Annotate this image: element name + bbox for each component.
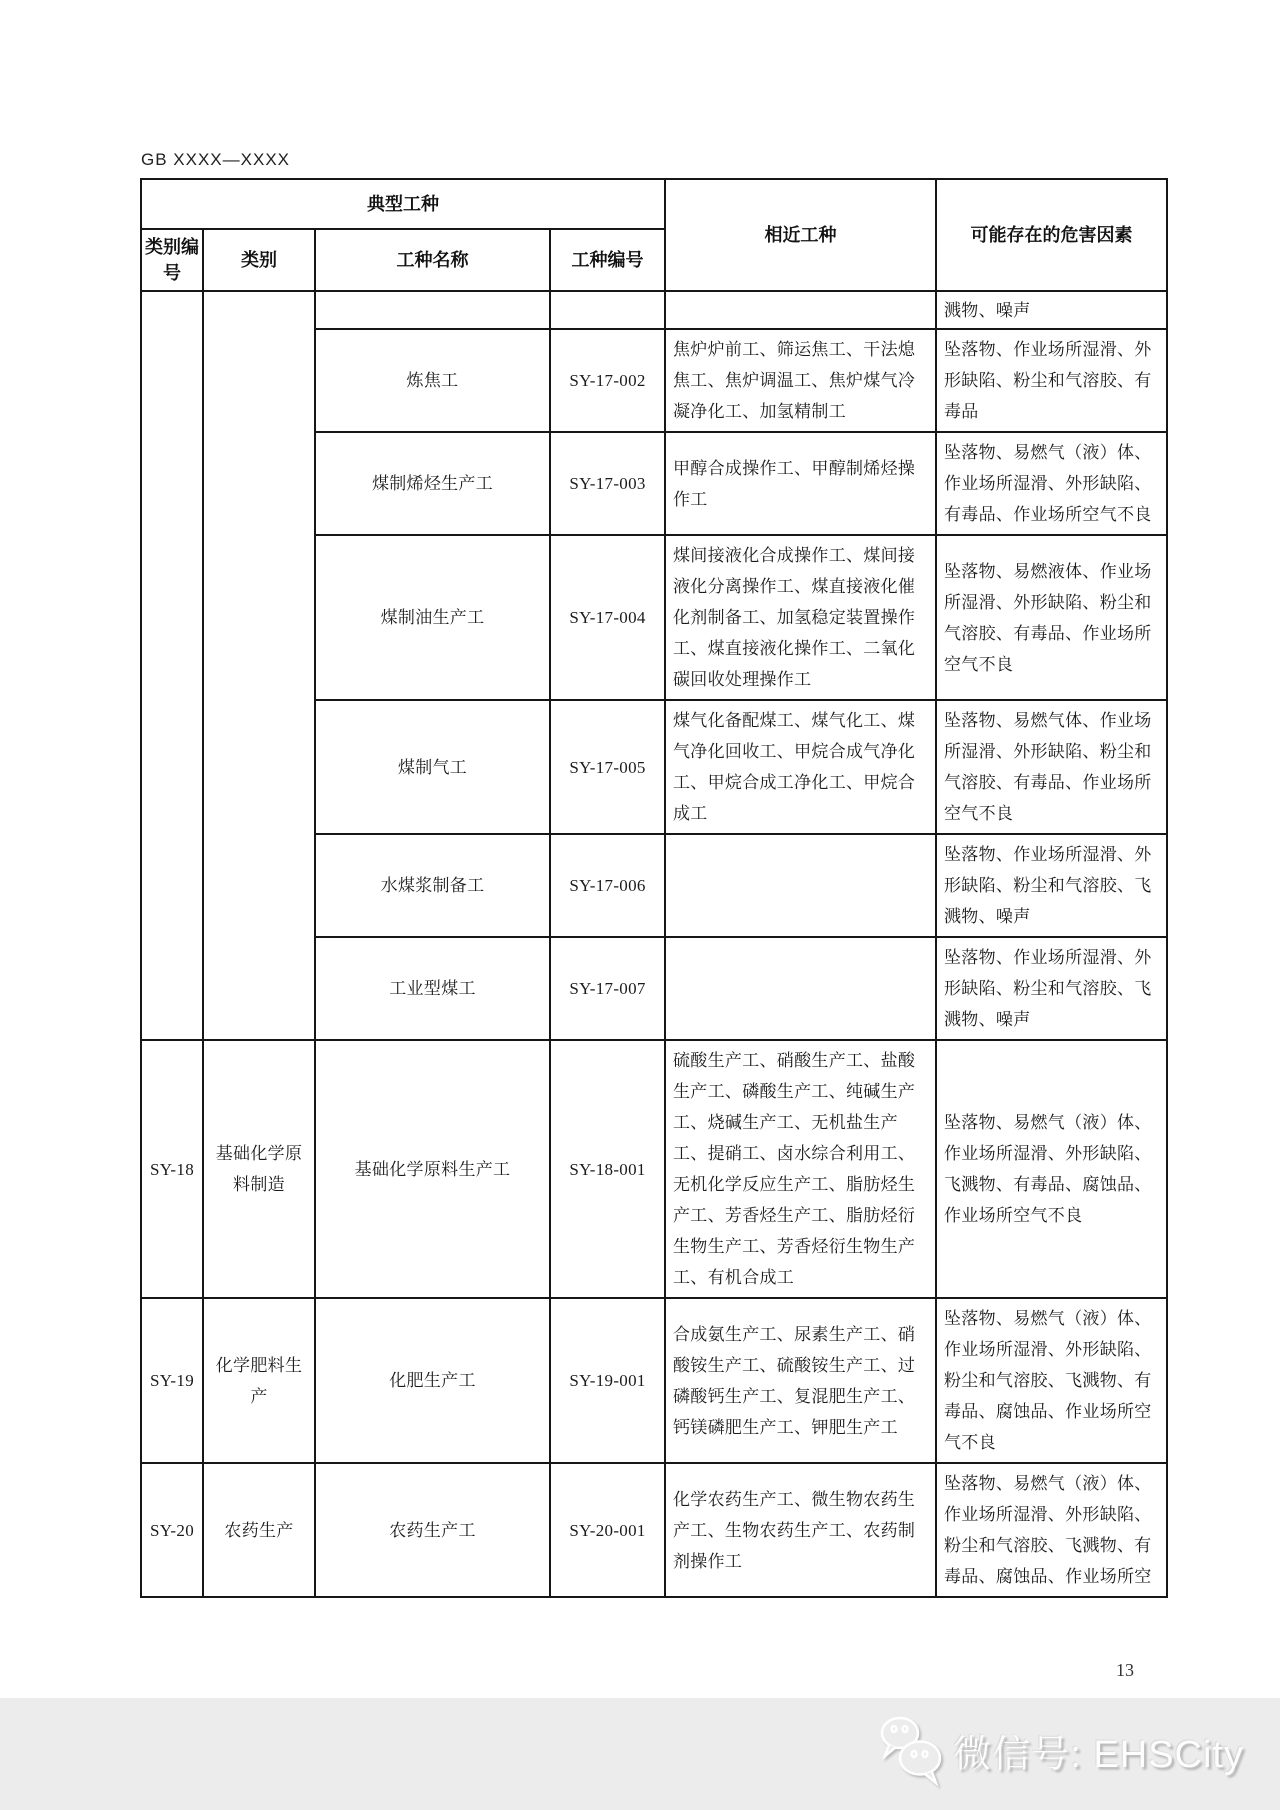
wechat-badge <box>878 1713 1244 1787</box>
cell-similar-jobs: 煤气化备配煤工、煤气化工、煤气净化回收工、甲烷合成气净化工、甲烷合成工净化工、甲烷合成工 <box>665 700 936 834</box>
cell-similar-jobs <box>665 291 936 329</box>
cell-job-name: 农药生产工 <box>315 1463 550 1597</box>
cell-category: 基础化学原料制造 <box>203 1040 315 1298</box>
cell-similar-jobs <box>665 834 936 937</box>
cell-similar-jobs: 甲醇合成操作工、甲醇制烯烃操作工 <box>665 432 936 535</box>
table-row <box>141 1463 1167 1597</box>
cell-job-code: SY-17-004 <box>550 535 665 700</box>
cell-similar-jobs <box>665 937 936 1040</box>
table-row <box>141 291 1167 329</box>
cell-job-name: 基础化学原料生产工 <box>315 1040 550 1298</box>
cell-job-name: 炼焦工 <box>315 329 550 432</box>
header-row-1 <box>141 179 1167 229</box>
cell-hazards: 溅物、噪声 <box>936 291 1167 329</box>
cell-category-no: SY-18 <box>141 1040 203 1298</box>
header-category: 类别 <box>203 229 315 291</box>
cell-job-code: SY-20-001 <box>550 1463 665 1597</box>
header-job-code: 工种编号 <box>550 229 665 291</box>
cell-similar-jobs: 焦炉炉前工、筛运焦工、干法熄焦工、焦炉调温工、焦炉煤气冷凝净化工、加氢精制工 <box>665 329 936 432</box>
cell-category-no <box>141 291 203 1040</box>
header-job-name: 工种名称 <box>315 229 550 291</box>
cell-hazards: 坠落物、作业场所湿滑、外形缺陷、粉尘和气溶胶、飞溅物、噪声 <box>936 834 1167 937</box>
cell-category-no: SY-20 <box>141 1463 203 1597</box>
cell-category <box>203 291 315 1040</box>
cell-job-code: SY-18-001 <box>550 1040 665 1298</box>
cell-job-name: 水煤浆制备工 <box>315 834 550 937</box>
job-hazard-table <box>140 178 1168 1598</box>
cell-hazards: 坠落物、易燃气（液）体、作业场所湿滑、外形缺陷、有毒品、作业场所空气不良 <box>936 432 1167 535</box>
wechat-icon <box>878 1713 944 1787</box>
cell-job-name: 煤制烯烃生产工 <box>315 432 550 535</box>
cell-category: 化学肥料生产 <box>203 1298 315 1463</box>
cell-similar-jobs: 煤间接液化合成操作工、煤间接液化分离操作工、煤直接液化催化剂制备工、加氢稳定装置操作工、煤直接液化操作工、二氧化碳回收处理操作工 <box>665 535 936 700</box>
header-category-no: 类别编号 <box>141 229 203 291</box>
cell-similar-jobs: 硫酸生产工、硝酸生产工、盐酸生产工、磷酸生产工、纯碱生产工、烧碱生产工、无机盐生产工、提硝工、卤水综合利用工、无机化学反应生产工、脂肪烃生产工、芳香烃生产工、脂肪烃衍生物生产工、芳香烃衍生物生产工、有机合成工 <box>665 1040 936 1298</box>
cell-job-code: SY-17-003 <box>550 432 665 535</box>
table-row <box>141 1040 1167 1298</box>
cell-similar-jobs: 化学农药生产工、微生物农药生产工、生物农药生产工、农药制剂操作工 <box>665 1463 936 1597</box>
cell-job-name: 化肥生产工 <box>315 1298 550 1463</box>
cell-job-name: 煤制气工 <box>315 700 550 834</box>
cell-hazards: 坠落物、作业场所湿滑、外形缺陷、粉尘和气溶胶、飞溅物、噪声 <box>936 937 1167 1040</box>
cell-job-name: 工业型煤工 <box>315 937 550 1040</box>
cell-category-no: SY-19 <box>141 1298 203 1463</box>
cell-hazards: 坠落物、易燃液体、作业场所湿滑、外形缺陷、粉尘和气溶胶、有毒品、作业场所空气不良 <box>936 535 1167 700</box>
cell-job-code: SY-17-005 <box>550 700 665 834</box>
cell-job-code: SY-17-007 <box>550 937 665 1040</box>
header-typical-group: 典型工种 <box>141 179 665 229</box>
cell-hazards: 坠落物、易燃气（液）体、作业场所湿滑、外形缺陷、粉尘和气溶胶、飞溅物、有毒品、腐蚀品、作业场所空 <box>936 1463 1167 1597</box>
doc-code: GB XXXX—XXXX <box>141 150 290 169</box>
cell-hazards: 坠落物、易燃气（液）体、作业场所湿滑、外形缺陷、粉尘和气溶胶、飞溅物、有毒品、腐蚀品、作业场所空气不良 <box>936 1298 1167 1463</box>
wechat-label: 微信号: EHSCity <box>953 1733 1244 1776</box>
cell-job-code: SY-17-006 <box>550 834 665 937</box>
table-row <box>141 1298 1167 1463</box>
cell-job-name: 煤制油生产工 <box>315 535 550 700</box>
cell-category: 农药生产 <box>203 1463 315 1597</box>
cell-hazards: 坠落物、易燃气（液）体、作业场所湿滑、外形缺陷、飞溅物、有毒品、腐蚀品、作业场所空气不良 <box>936 1040 1167 1298</box>
cell-job-name <box>315 291 550 329</box>
cell-similar-jobs: 合成氨生产工、尿素生产工、硝酸铵生产工、硫酸铵生产工、过磷酸钙生产工、复混肥生产工、钙镁磷肥生产工、钾肥生产工 <box>665 1298 936 1463</box>
cell-job-code <box>550 291 665 329</box>
page-number: 13 <box>1116 1660 1134 1680</box>
cell-hazards: 坠落物、作业场所湿滑、外形缺陷、粉尘和气溶胶、有毒品 <box>936 329 1167 432</box>
cell-hazards: 坠落物、易燃气体、作业场所湿滑、外形缺陷、粉尘和气溶胶、有毒品、作业场所空气不良 <box>936 700 1167 834</box>
cell-job-code: SY-19-001 <box>550 1298 665 1463</box>
header-similar-jobs: 相近工种 <box>665 179 936 291</box>
header-hazards: 可能存在的危害因素 <box>936 179 1167 291</box>
footer-watermark-band <box>0 1698 1280 1810</box>
cell-job-code: SY-17-002 <box>550 329 665 432</box>
